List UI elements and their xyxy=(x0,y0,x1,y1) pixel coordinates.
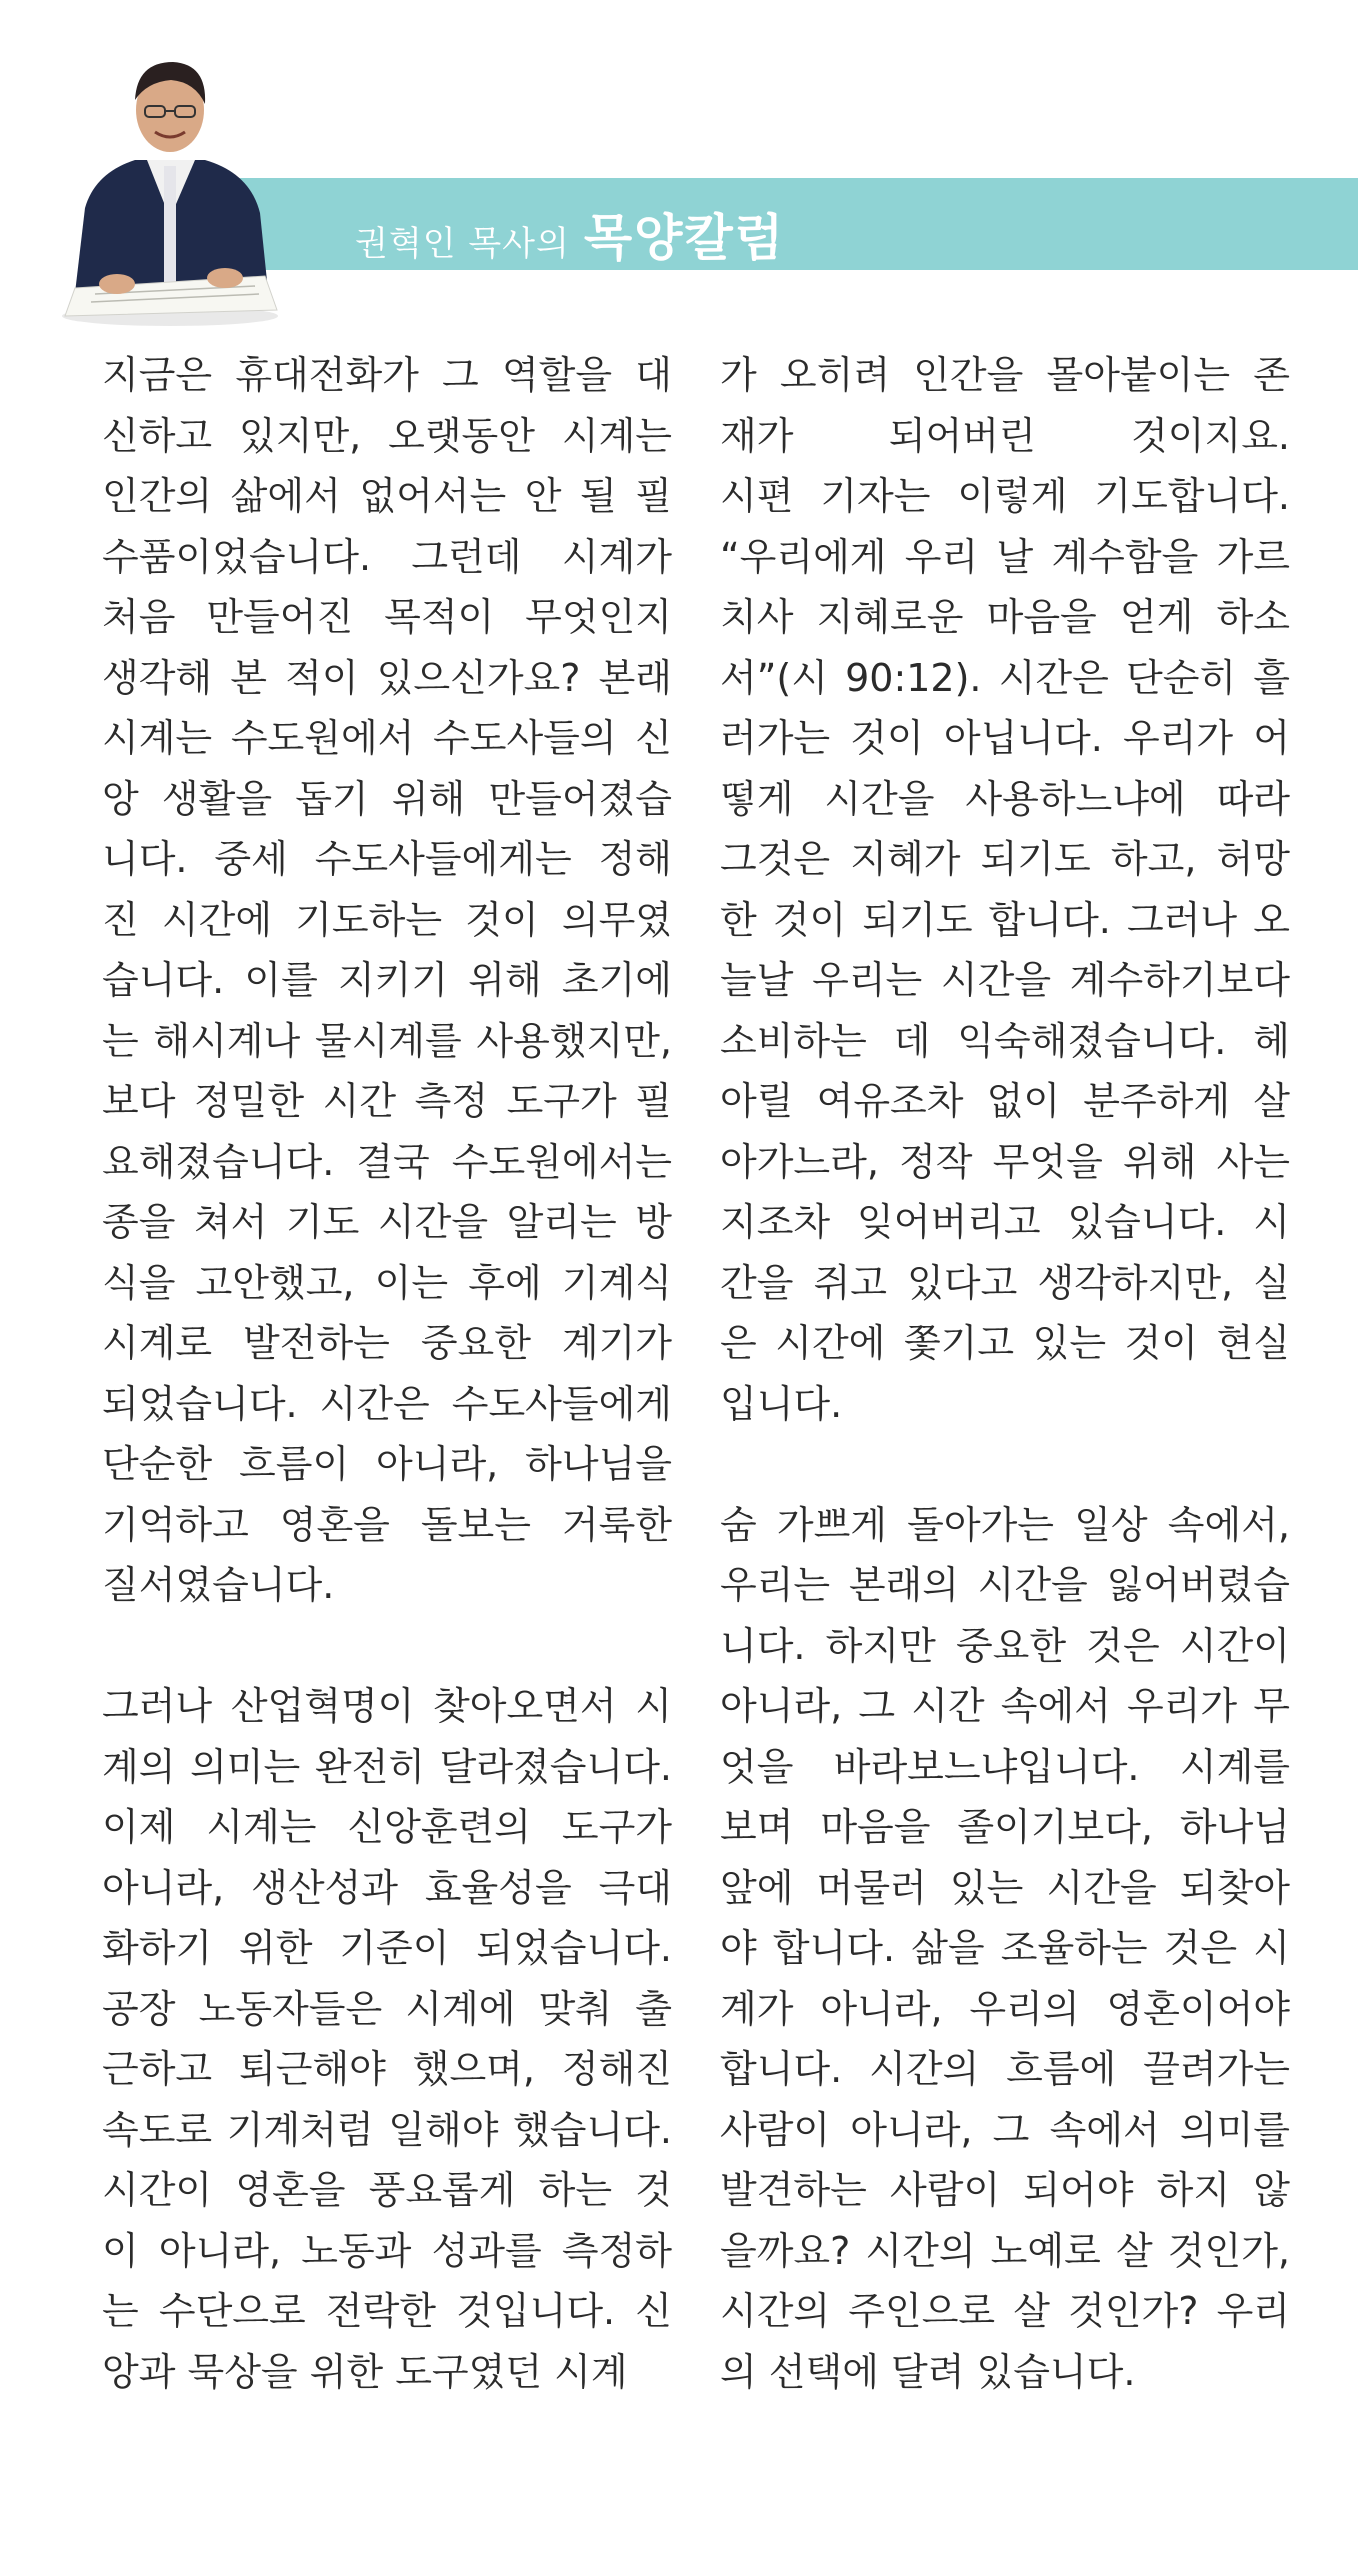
text-line: 그것은 지혜가 되기도 하고, 허망 xyxy=(720,837,1290,881)
author-photo xyxy=(55,48,285,328)
text-line: 식을 고안했고, 이는 후에 기계식 xyxy=(102,1260,672,1305)
paragraph xyxy=(102,345,672,1616)
text-line: 사람이 아니라, 그 속에서 의미를 xyxy=(720,2107,1290,2152)
text-line: 종을 쳐서 기도 시간을 알리는 방 xyxy=(102,1200,672,1244)
paragraph xyxy=(720,345,1290,1434)
text-line: 우리는 본래의 시간을 잃어버렸습 xyxy=(720,1563,1290,1607)
text-line: 한 것이 되기도 합니다. 그러나 오 xyxy=(720,897,1290,942)
text-line: 보며 마음을 졸이기보다, 하나님 xyxy=(720,1805,1290,1849)
text-line: 엇을 바라보느냐입니다. 시계를 xyxy=(720,1744,1290,1789)
text-line: 시간의 주인으로 살 것인가? 우리 xyxy=(720,2289,1290,2333)
text-line: 인간의 삶에서 없어서는 안 될 필 xyxy=(102,474,672,518)
text-line: 지조차 잊어버리고 있습니다. 시 xyxy=(720,1200,1290,1244)
text-line: 지금은 휴대전화가 그 역할을 대 xyxy=(102,353,672,397)
text-line: 재가 되어버린 것이지요. xyxy=(720,413,1290,458)
text-line: 는 수단으로 전락한 것입니다. 신 xyxy=(102,2289,672,2333)
text-line: 진 시간에 기도하는 것이 의무였 xyxy=(102,897,672,942)
text-line: 속도로 기계처럼 일해야 했습니다. xyxy=(102,2107,672,2152)
text-line: 계의 의미는 완전히 달라졌습니다. xyxy=(102,1744,672,1789)
text-line: 화하기 위한 기준이 되었습니다. xyxy=(102,1926,672,1970)
text-line: 니다. 하지만 중요한 것은 시간이 xyxy=(720,1623,1290,1668)
paragraph-gap xyxy=(102,1616,672,1677)
text-line: 근하고 퇴근해야 했으며, 정해진 xyxy=(102,2047,672,2091)
text-line: 늘날 우리는 시간을 계수하기보다 xyxy=(720,958,1290,1002)
text-line: 아니라, 생산성과 효율성을 극대 xyxy=(102,1865,672,1910)
paragraph xyxy=(720,1495,1290,2403)
text-line: 질서였습니다. xyxy=(102,1563,335,1607)
text-line: 러가는 것이 아닙니다. 우리가 어 xyxy=(720,716,1290,760)
text-line: 시간이 영혼을 풍요롭게 하는 것 xyxy=(102,2168,672,2212)
text-line: 합니다. 시간의 흐름에 끌려가는 xyxy=(720,2047,1290,2091)
text-line: 은 시간에 쫓기고 있는 것이 현실 xyxy=(720,1321,1290,1365)
text-line: 보다 정밀한 시간 측정 도구가 필 xyxy=(102,1079,672,1123)
text-line: 공장 노동자들은 시계에 맞춰 출 xyxy=(102,1986,672,2031)
text-line: 니다. 중세 수도사들에게는 정해 xyxy=(102,837,672,881)
text-line: 시편 기자는 이렇게 기도합니다. xyxy=(720,474,1290,518)
text-line: 서”(시 90:12). 시간은 단순히 흘 xyxy=(720,655,1290,700)
text-line: 숨 가쁘게 돌아가는 일상 속에서, xyxy=(720,1502,1290,1547)
paragraph-gap xyxy=(720,1434,1290,1495)
text-line: 이 아니라, 노동과 성과를 측정하 xyxy=(102,2228,672,2273)
text-line: 단순한 흐름이 아니라, 하나님을 xyxy=(102,1442,672,1486)
text-line: 처음 만들어진 목적이 무엇인지 xyxy=(102,595,672,639)
column-byline: 권혁인 목사의 xyxy=(355,224,570,264)
text-line: 되었습니다. 시간은 수도사들에게 xyxy=(102,1381,672,1426)
text-line: 습니다. 이를 지키기 위해 초기에 xyxy=(102,958,672,1002)
text-line: 이제 시계는 신앙훈련의 도구가 xyxy=(102,1805,672,1849)
text-line: 신하고 있지만, 오랫동안 시계는 xyxy=(102,413,672,458)
text-line: 앙 생활을 돕기 위해 만들어졌습 xyxy=(102,776,672,821)
text-line: 시계로 발전하는 중요한 계기가 xyxy=(102,1321,672,1365)
text-line: 시계는 수도원에서 수도사들의 신 xyxy=(102,716,672,760)
text-line: 기억하고 영혼을 돌보는 거룩한 xyxy=(102,1502,672,1547)
text-line: 그러나 산업혁명이 찾아오면서 시 xyxy=(102,1684,672,1728)
column-title xyxy=(355,198,786,267)
text-line: 수품이었습니다. 그런데 시계가 xyxy=(102,534,672,579)
text-line: 앞에 머물러 있는 시간을 되찾아 xyxy=(720,1865,1290,1910)
text-line: 입니다. xyxy=(720,1381,843,1426)
text-line: 생각해 본 적이 있으신가요? 본래 xyxy=(102,655,672,700)
paragraph xyxy=(102,1676,672,2402)
text-line: 요해졌습니다. 결국 수도원에서는 xyxy=(102,1139,672,1184)
text-line: 간을 쥐고 있다고 생각하지만, 실 xyxy=(720,1260,1290,1305)
column-name: 목양칼럼 xyxy=(583,209,786,267)
text-line: 을까요? 시간의 노예로 살 것인가, xyxy=(720,2228,1290,2273)
text-line: 소비하는 데 익숙해졌습니다. 헤 xyxy=(720,1018,1290,1063)
text-line: 아릴 여유조차 없이 분주하게 살 xyxy=(720,1079,1290,1123)
text-line: 떻게 시간을 사용하느냐에 따라 xyxy=(720,776,1290,821)
left-column xyxy=(102,345,672,2402)
text-line: 아니라, 그 시간 속에서 우리가 무 xyxy=(720,1684,1290,1728)
text-line: 야 합니다. 삶을 조율하는 것은 시 xyxy=(720,1926,1290,1970)
text-line: 발견하는 사람이 되어야 하지 않 xyxy=(720,2168,1290,2212)
right-column xyxy=(720,345,1290,2402)
text-line: 치사 지혜로운 마음을 얻게 하소 xyxy=(720,595,1290,639)
text-line: 가 오히려 인간을 몰아붙이는 존 xyxy=(720,353,1290,397)
text-line: 앙과 묵상을 위한 도구였던 시계 xyxy=(102,2349,628,2394)
text-line: 의 선택에 달려 있습니다. xyxy=(720,2349,1136,2394)
text-line: 는 해시계나 물시계를 사용했지만, xyxy=(102,1018,672,1063)
text-line: “우리에게 우리 날 계수함을 가르 xyxy=(720,534,1290,579)
text-line: 아가느라, 정작 무엇을 위해 사는 xyxy=(720,1139,1290,1184)
text-line: 계가 아니라, 우리의 영혼이어야 xyxy=(720,1986,1290,2031)
